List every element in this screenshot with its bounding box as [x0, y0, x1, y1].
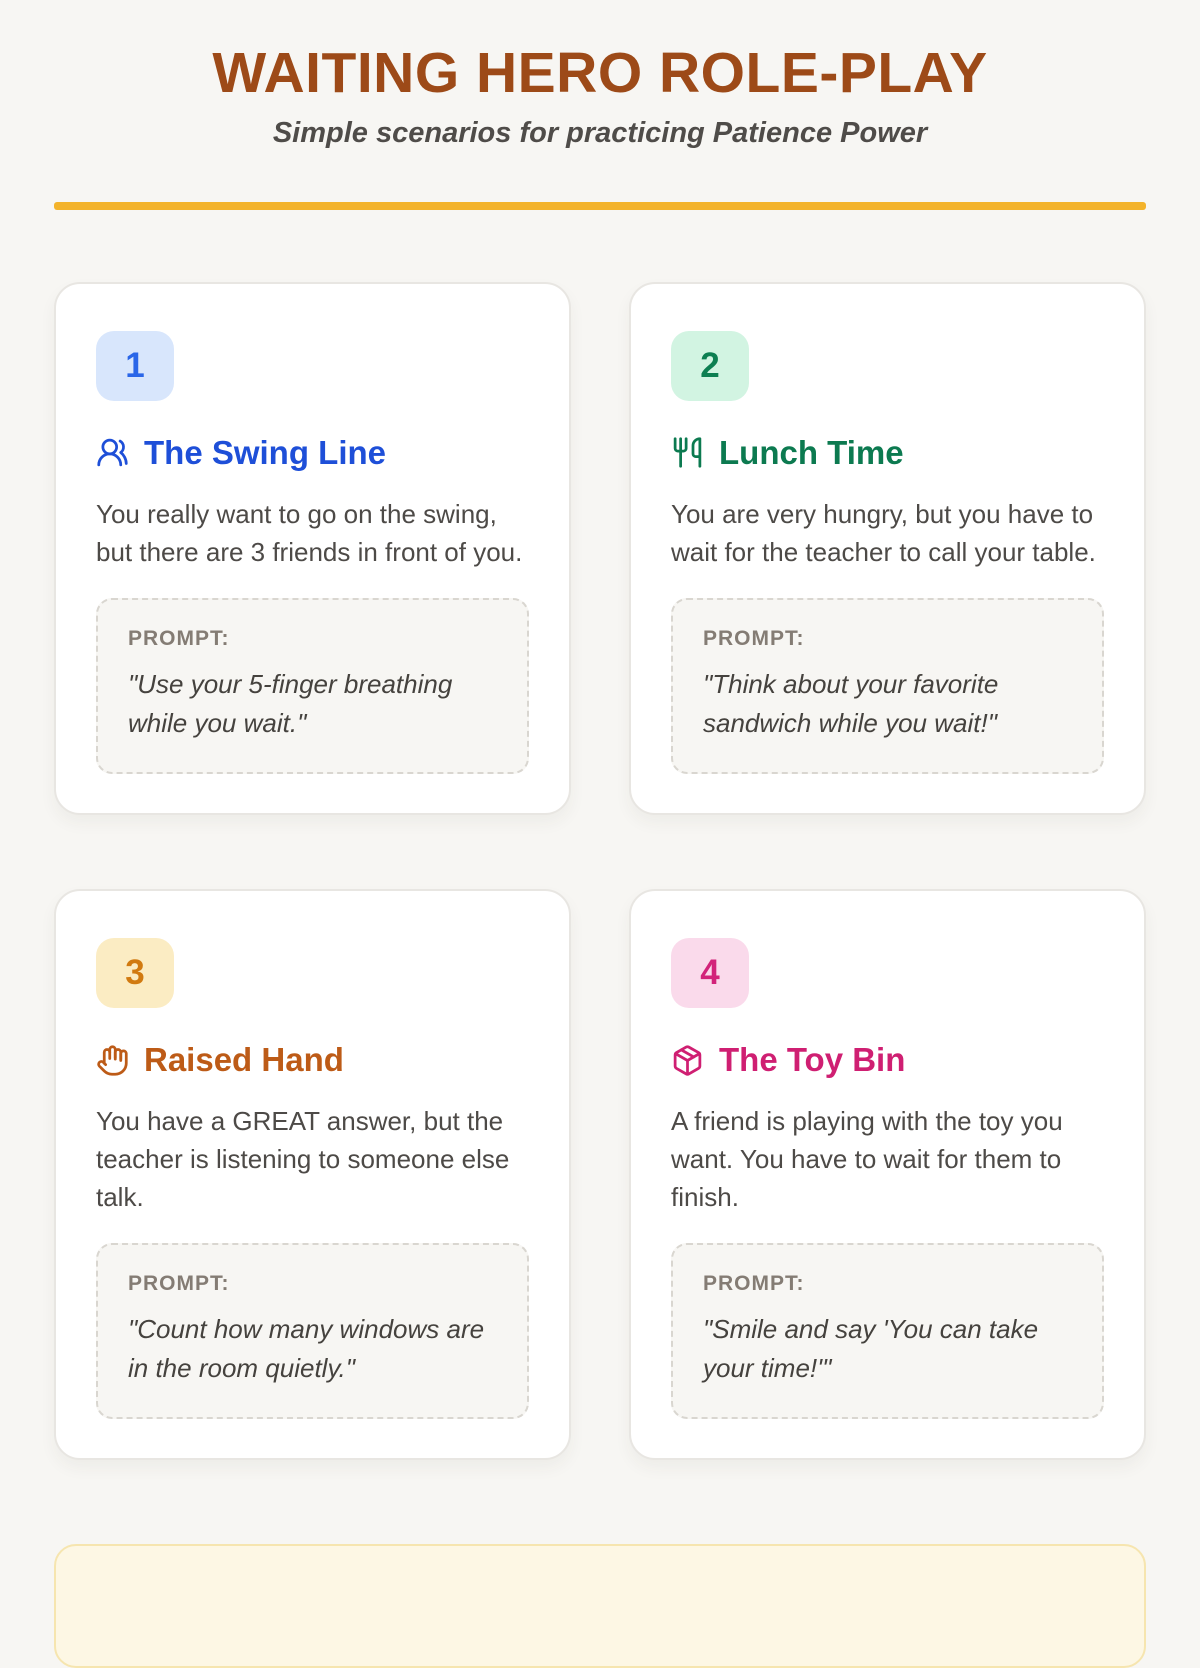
prompt-text: "Think about your favorite sandwich while you wait!": [703, 668, 999, 738]
prompt-label: PROMPT:: [128, 626, 230, 650]
page-subtitle: Simple scenarios for practicing Patience Power: [272, 116, 928, 149]
scenario-title: The Toy Bin: [719, 1040, 906, 1078]
prompt-box: [96, 1243, 529, 1419]
scenario-title-row: [96, 435, 529, 471]
header-divider: [54, 202, 1146, 210]
prompt-text: "Count how many windows are in the room quietly.": [128, 1314, 485, 1384]
prompt-box: [96, 598, 529, 774]
prompt-box: [671, 598, 1104, 774]
scenario-title-row: [671, 1042, 1104, 1078]
scenario-title: Lunch Time: [719, 433, 904, 471]
users-icon: [96, 436, 129, 469]
page-title: WAITING HERO ROLE-PLAY: [212, 41, 988, 105]
scenario-description: You have a GREAT answer, but the teacher is listening to someone else talk.: [96, 1106, 510, 1213]
scenario-grid: [54, 282, 1146, 1461]
scenario-number-badge: 4: [671, 938, 749, 1008]
scenario-title-row: [96, 1042, 529, 1078]
scenario-number-badge: 2: [671, 331, 749, 401]
prompt-box: [671, 1243, 1104, 1419]
scenario-number-badge: 3: [96, 938, 174, 1008]
scenario-card-raised-hand: [54, 889, 571, 1460]
scenario-title: Raised Hand: [144, 1040, 344, 1078]
raised-hand-icon: [96, 1044, 129, 1077]
scenario-description: You really want to go on the swing, but there are 3 friends in front of you.: [96, 498, 523, 567]
utensils-icon: [671, 436, 704, 469]
scenario-card-swing-line: [54, 282, 571, 815]
scenario-title-row: [671, 435, 1104, 471]
scenario-description: You are very hungry, but you have to wait for the teacher to call your table.: [671, 498, 1096, 567]
prompt-label: PROMPT:: [128, 1272, 230, 1296]
prompt-text: "Use your 5-finger breathing while you wait.": [128, 668, 453, 738]
scenario-number-badge: 1: [96, 331, 174, 401]
prompt-text: "Smile and say 'You can take your time!'": [703, 1314, 1039, 1384]
scenario-title: The Swing Line: [144, 433, 387, 471]
prompt-label: PROMPT:: [703, 1272, 805, 1296]
prompt-label: PROMPT:: [703, 626, 805, 650]
scenario-description: A friend is playing with the toy you want. You have to wait for them to finish.: [671, 1106, 1063, 1213]
scenario-card-lunch-time: [629, 282, 1146, 815]
page-header: [54, 0, 1146, 210]
package-icon: [671, 1044, 704, 1077]
scenario-card-toy-bin: [629, 889, 1146, 1460]
next-section-card: [54, 1544, 1146, 1668]
